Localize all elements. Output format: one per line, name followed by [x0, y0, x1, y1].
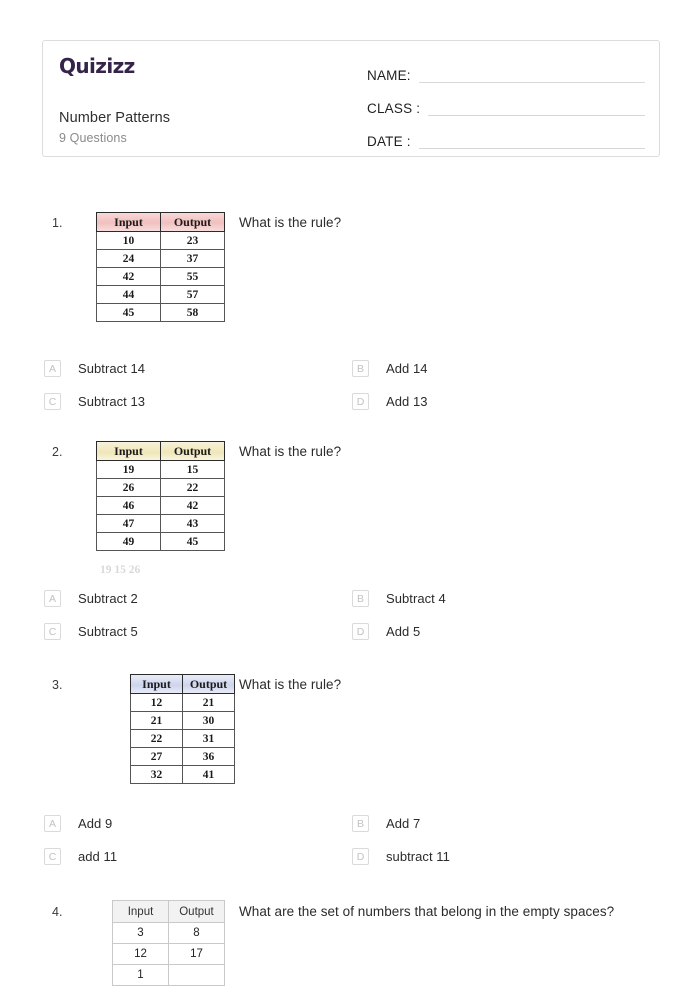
column-header-input: Input	[131, 675, 183, 694]
option-a-letter: A	[44, 590, 61, 607]
column-header-input: Input	[113, 901, 169, 923]
worksheet-header-card	[42, 40, 660, 157]
table-row	[113, 965, 225, 986]
option-d-letter: D	[352, 393, 369, 410]
option-a-letter: A	[44, 815, 61, 832]
cell-output-empty	[169, 965, 225, 986]
table-row	[113, 923, 225, 944]
table-row	[131, 712, 235, 730]
class-field-input-line[interactable]	[428, 114, 645, 116]
option-a[interactable]	[44, 815, 112, 832]
table-row	[131, 730, 235, 748]
cell-output: 15	[161, 461, 225, 479]
cell-output: 22	[161, 479, 225, 497]
column-header-output: Output	[183, 675, 235, 694]
option-d-label: Add 5	[386, 624, 421, 639]
option-b[interactable]	[352, 360, 428, 377]
cell-input: 22	[131, 730, 183, 748]
option-a[interactable]	[44, 360, 145, 377]
cell-output: 37	[161, 250, 225, 268]
table-row	[97, 304, 225, 322]
cell-input: 1	[113, 965, 169, 986]
option-d[interactable]	[352, 848, 450, 865]
option-d[interactable]	[352, 393, 428, 410]
column-header-output: Output	[169, 901, 225, 923]
column-header-output: Output	[161, 213, 225, 232]
question-3-prompt: What is the rule?	[239, 677, 342, 692]
table-row	[113, 944, 225, 965]
date-field-label: DATE :	[367, 134, 411, 149]
table-row	[97, 497, 225, 515]
option-d-label: subtract 11	[386, 849, 450, 864]
table-row	[97, 250, 225, 268]
cell-input: 21	[131, 712, 183, 730]
cell-output: 55	[161, 268, 225, 286]
option-b-label: Add 14	[386, 361, 428, 376]
cell-input: 3	[113, 923, 169, 944]
cell-output: 43	[161, 515, 225, 533]
cell-input: 12	[113, 944, 169, 965]
option-a[interactable]	[44, 590, 138, 607]
option-a-label: Subtract 14	[78, 361, 146, 376]
cell-input: 19	[97, 461, 161, 479]
column-header-input: Input	[97, 213, 161, 232]
cell-output: 23	[161, 232, 225, 250]
table-row	[97, 268, 225, 286]
page-title: Number Patterns	[59, 110, 171, 126]
column-header-output: Output	[161, 442, 225, 461]
option-d-label: Add 13	[386, 394, 428, 409]
cell-output: 17	[169, 944, 225, 965]
cell-output: 30	[183, 712, 235, 730]
question-2-table	[96, 441, 225, 551]
option-b-label: Subtract 4	[386, 591, 446, 606]
question-2-number: 2.	[52, 445, 63, 459]
date-field-input-line[interactable]	[419, 147, 645, 149]
table-header-row	[97, 213, 225, 232]
option-c[interactable]	[44, 848, 117, 865]
cell-input: 47	[97, 515, 161, 533]
cell-input: 44	[97, 286, 161, 304]
question-2-prompt: What is the rule?	[239, 444, 342, 459]
question-3-table	[130, 674, 235, 784]
table-row	[131, 748, 235, 766]
option-c[interactable]	[44, 623, 138, 640]
table-header-row	[113, 901, 225, 923]
cell-input: 12	[131, 694, 183, 712]
table-row	[97, 533, 225, 551]
question-3-number: 3.	[52, 678, 63, 692]
question-4-prompt: What are the set of numbers that belong in the empty spaces?	[239, 904, 615, 919]
question-count: 9 Questions	[59, 131, 127, 145]
cell-input: 27	[131, 748, 183, 766]
cell-output: 41	[183, 766, 235, 784]
quizizz-logo	[59, 54, 135, 78]
cell-output: 45	[161, 533, 225, 551]
cell-output: 57	[161, 286, 225, 304]
cell-output: 36	[183, 748, 235, 766]
option-c-letter: C	[44, 623, 61, 640]
cell-input: 42	[97, 268, 161, 286]
option-c-letter: C	[44, 848, 61, 865]
table-row	[131, 766, 235, 784]
option-b-letter: B	[352, 815, 369, 832]
option-c[interactable]	[44, 393, 145, 410]
table-row	[97, 479, 225, 497]
cell-input: 46	[97, 497, 161, 515]
option-b-letter: B	[352, 360, 369, 377]
cell-input: 10	[97, 232, 161, 250]
option-d-letter: D	[352, 623, 369, 640]
cell-input: 45	[97, 304, 161, 322]
cell-input: 49	[97, 533, 161, 551]
cell-output: 8	[169, 923, 225, 944]
table-row	[97, 461, 225, 479]
table-header-row	[131, 675, 235, 694]
option-d[interactable]	[352, 623, 420, 640]
class-field-label: CLASS :	[367, 101, 421, 116]
table-row	[97, 515, 225, 533]
cell-output: 58	[161, 304, 225, 322]
table-header-row	[97, 442, 225, 461]
date-field-row	[367, 121, 645, 152]
option-c-label: add 11	[78, 849, 118, 864]
option-c-letter: C	[44, 393, 61, 410]
table-row	[97, 232, 225, 250]
option-b-label: Add 7	[386, 816, 421, 831]
option-d-letter: D	[352, 848, 369, 865]
option-b-letter: B	[352, 590, 369, 607]
cell-output: 21	[183, 694, 235, 712]
cell-input: 32	[131, 766, 183, 784]
class-field-row	[367, 88, 645, 119]
name-field-row	[367, 55, 645, 86]
question-1-number: 1.	[52, 216, 63, 230]
option-c-label: Subtract 13	[78, 394, 146, 409]
question-1-table	[96, 212, 225, 322]
question-4-table	[112, 900, 225, 986]
name-field-label: NAME:	[367, 68, 411, 83]
quizizz-logo-text: Quizizz	[59, 54, 135, 78]
option-c-label: Subtract 5	[78, 624, 138, 639]
table-row	[97, 286, 225, 304]
name-field-input-line[interactable]	[419, 81, 645, 83]
cell-output: 42	[161, 497, 225, 515]
question-4-number: 4.	[52, 905, 63, 919]
table-row	[131, 694, 235, 712]
option-a-letter: A	[44, 360, 61, 377]
option-a-label: Add 9	[78, 816, 113, 831]
option-b[interactable]	[352, 590, 446, 607]
cell-input: 24	[97, 250, 161, 268]
option-b[interactable]	[352, 815, 420, 832]
table-clipped-row-artifact: 19 15 26	[100, 564, 141, 576]
cell-output: 31	[183, 730, 235, 748]
option-a-label: Subtract 2	[78, 591, 138, 606]
column-header-input: Input	[97, 442, 161, 461]
question-1-prompt: What is the rule?	[239, 215, 342, 230]
cell-input: 26	[97, 479, 161, 497]
student-info-fields	[367, 55, 645, 154]
